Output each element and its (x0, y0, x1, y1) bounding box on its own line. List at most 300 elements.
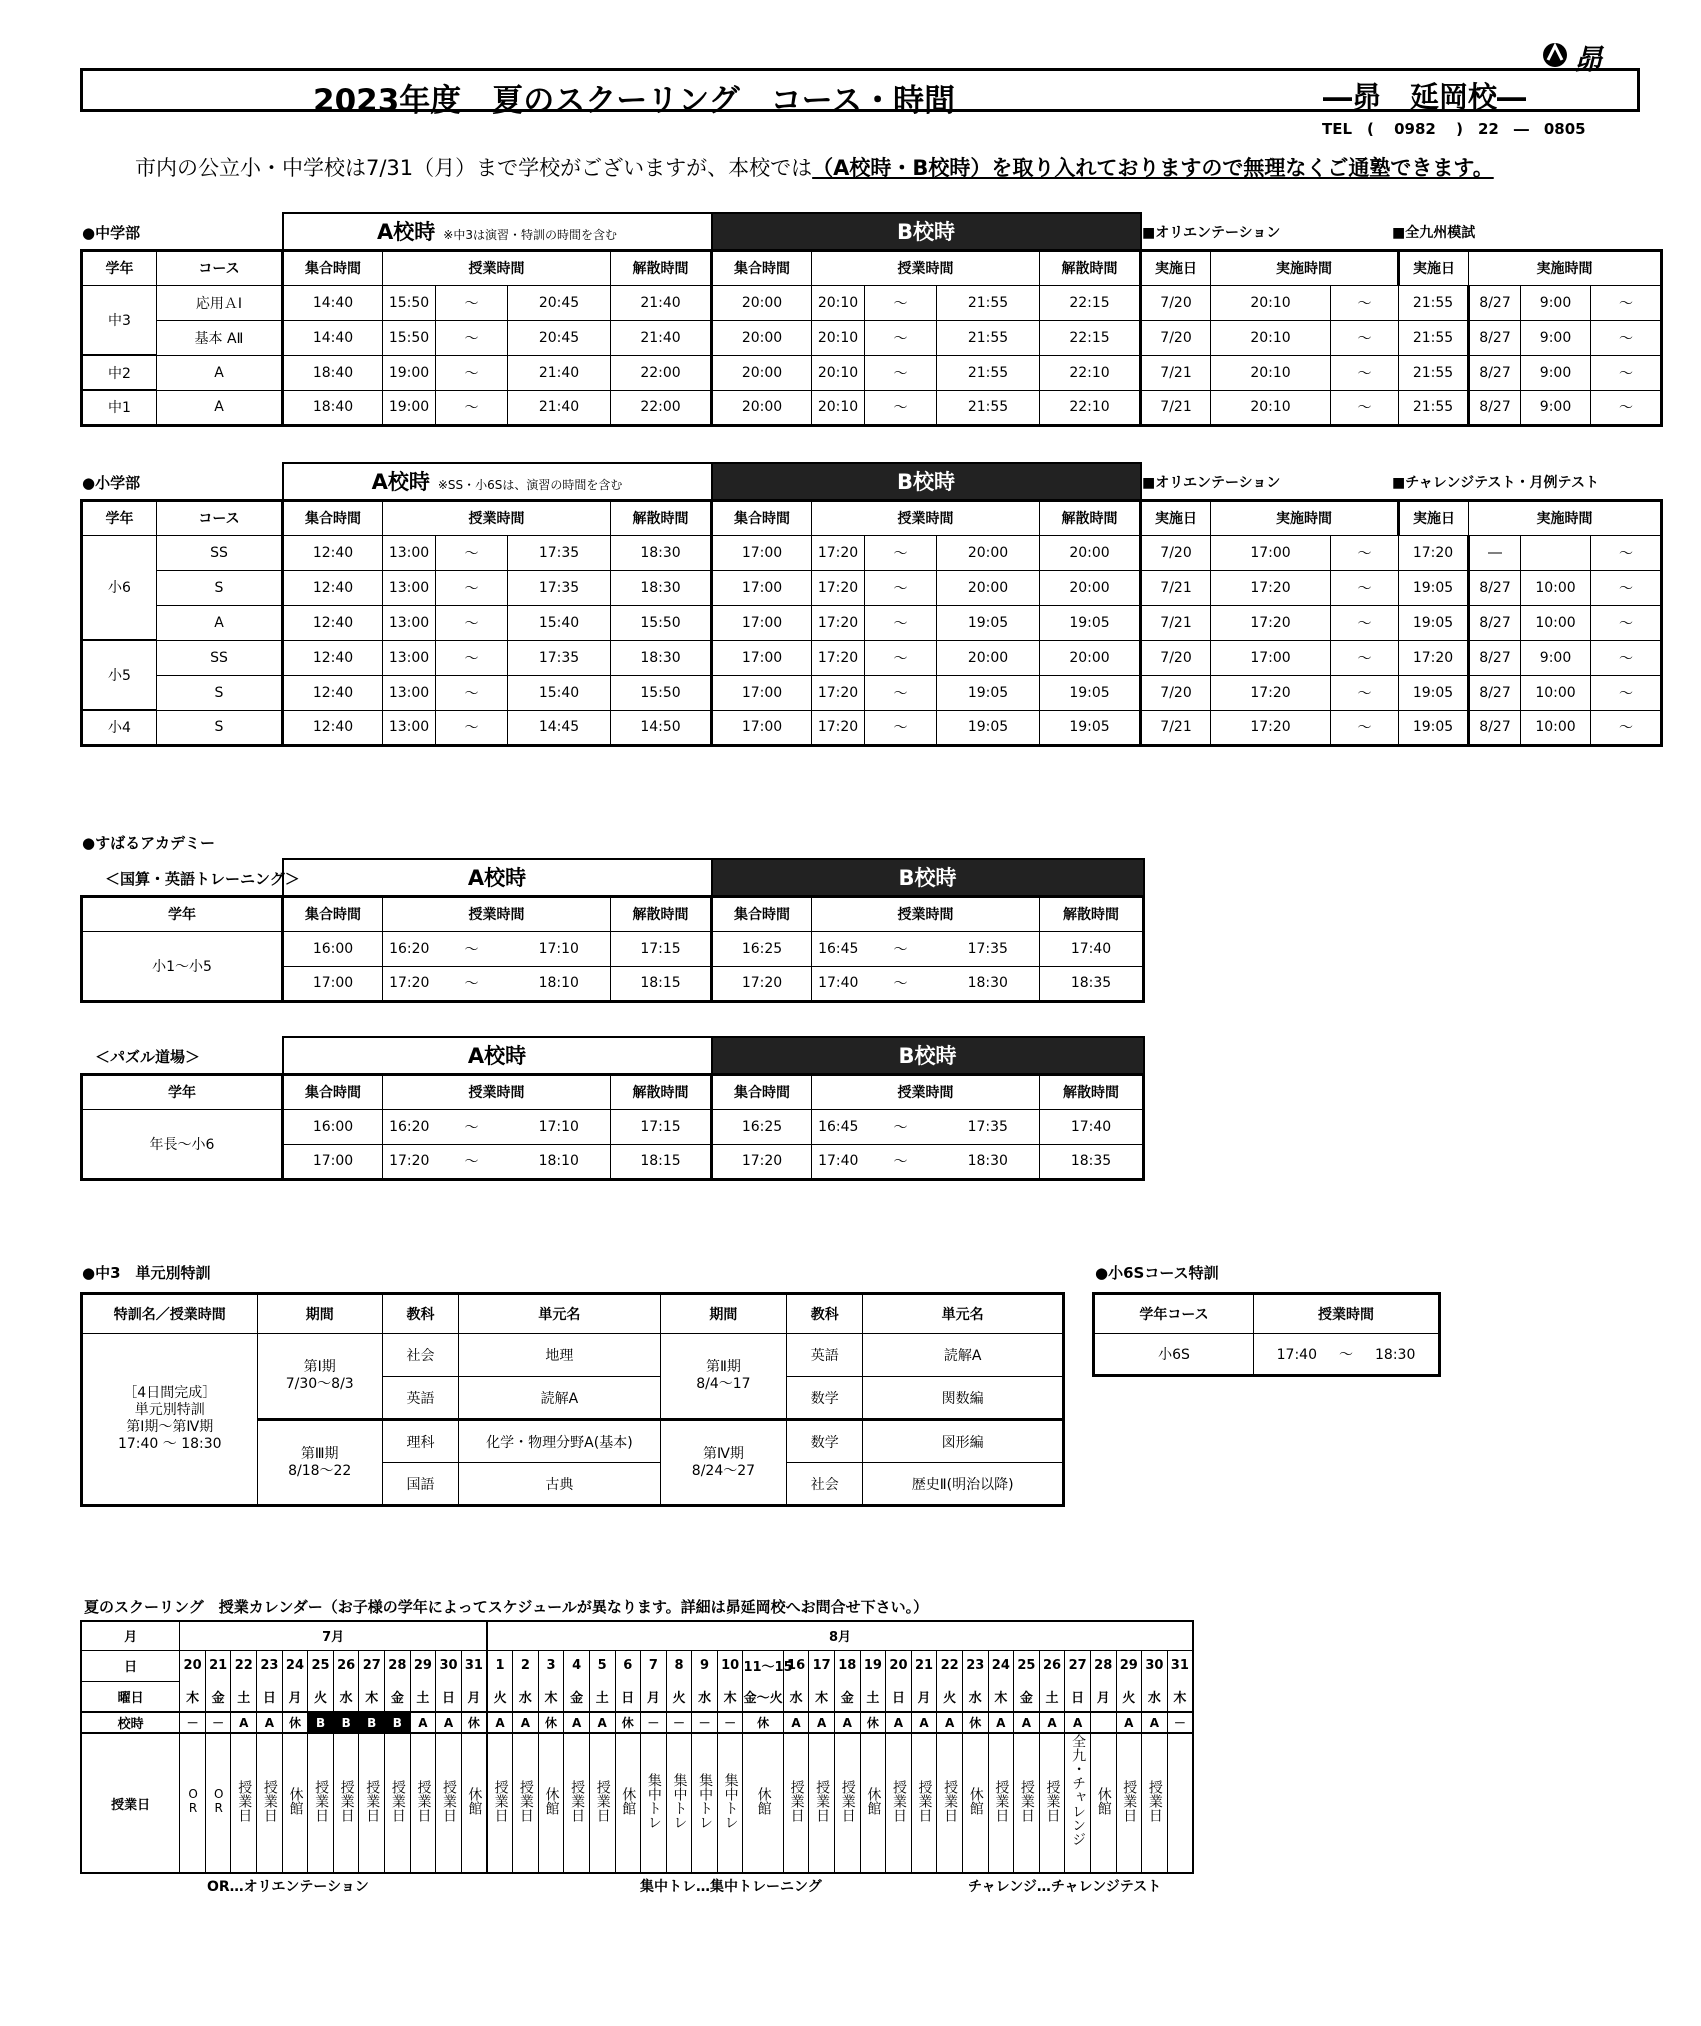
cal-day: 24 (988, 1650, 1014, 1681)
o-tilde: ～ (1331, 710, 1399, 745)
grade-cell: 小5 (82, 640, 157, 710)
notice (135, 152, 1494, 182)
cal-class-text: 休館 (967, 1787, 984, 1815)
m-date: 8/27 (1469, 320, 1521, 355)
cal-period: 休 (615, 1712, 641, 1733)
a-start: 13:00 (383, 605, 436, 640)
cal-period: 休 (461, 1712, 487, 1733)
a-meet: 12:40 (283, 675, 383, 710)
b-dismiss: 20:00 (1040, 570, 1141, 605)
course-cell: S (157, 710, 283, 745)
logo-mark-icon (1540, 40, 1570, 70)
s6-end: 18:30 (1375, 1347, 1416, 1363)
cal-day: 1 (487, 1650, 513, 1681)
o-date: 7/20 (1141, 285, 1211, 320)
cal-period: － (641, 1712, 667, 1733)
cal-class-text: 授業日 (814, 1780, 831, 1822)
cal-period (1090, 1712, 1116, 1733)
o-end: 19:05 (1399, 710, 1469, 745)
acad-a-meet: 16:00 (283, 1109, 383, 1144)
unit-r1-s1: 社会 (382, 1334, 458, 1377)
h-b-meet: 集合時間 (712, 250, 812, 285)
b-end: 19:05 (937, 605, 1040, 640)
cal-class-day (1014, 1733, 1040, 1873)
calendar-table (80, 1620, 1194, 1874)
m-date: 8/27 (1469, 640, 1521, 675)
b-meet: 20:00 (712, 355, 812, 390)
cal-class-day (333, 1733, 359, 1873)
m-start: 9:00 (1521, 355, 1591, 390)
cal-period: － (692, 1712, 718, 1733)
h-b-dismiss: 解散時間 (1040, 250, 1141, 285)
cal-class-day (809, 1733, 835, 1873)
cal-period: A (809, 1712, 835, 1733)
h-o-time: 実施時間 (1211, 250, 1399, 285)
acad-a-tilde: ～ (436, 1144, 508, 1179)
notice-text: 市内の公立小・中学校は7/31（月）まで学校がございますが、本校では (135, 156, 813, 180)
cal-day: 5 (589, 1650, 615, 1681)
cal-class-day (1039, 1733, 1065, 1873)
cal-period: A (487, 1712, 513, 1733)
a-tilde: ～ (436, 605, 508, 640)
cal-class-text: 授業日 (942, 1780, 959, 1822)
cal-class-text: 授業日 (569, 1780, 586, 1822)
m-tilde: ～ (1591, 355, 1662, 390)
unit-r3-s2: 数学 (787, 1420, 863, 1463)
cal-weekday: 日 (886, 1681, 912, 1712)
acad-b-dismiss: 18:35 (1040, 966, 1144, 1001)
cal-class-day (308, 1733, 334, 1873)
course-cell: SS (157, 640, 283, 675)
a-start: 19:00 (383, 355, 436, 390)
a-meet: 12:40 (283, 535, 383, 570)
cal-class-day (1090, 1733, 1116, 1873)
acad-b-dismiss: 17:40 (1040, 1109, 1144, 1144)
school-name: ―昴 延岡校― (1323, 80, 1527, 114)
acad-a-header: A校時 (283, 859, 712, 896)
unit-h0: 特訓名／授業時間 (82, 1294, 258, 1334)
m-tilde: ～ (1591, 285, 1662, 320)
cal-class-text: 休館 (620, 1787, 637, 1815)
a-dismiss: 15:50 (611, 605, 712, 640)
b-tilde: ～ (865, 390, 937, 425)
acad-h-a-class: 授業時間 (383, 1074, 611, 1109)
cal-class-text: 授業日 (839, 1780, 856, 1822)
a-tilde: ～ (436, 355, 508, 390)
b-tilde: ～ (865, 570, 937, 605)
cal-class-day (282, 1733, 308, 1873)
b-meet: 17:00 (712, 640, 812, 675)
a-dismiss: 21:40 (611, 285, 712, 320)
grade-cell: 中3 (82, 285, 157, 355)
cal-month-label: 月 (81, 1621, 180, 1650)
academy-t2-title: ＜パズル道場＞ (95, 1048, 201, 1066)
o-start: 17:00 (1211, 535, 1331, 570)
acad-b-meet: 16:25 (712, 931, 812, 966)
unit-left-0: ［4日間完成］ (123, 1385, 217, 1401)
unit-left-3: 17:40 ～ 18:30 (117, 1436, 222, 1452)
elem-side2: ■チャレンジテスト・月例テスト (1392, 475, 1599, 491)
b-dismiss: 19:05 (1040, 710, 1141, 745)
o-tilde: ～ (1331, 285, 1399, 320)
cal-period: B (333, 1712, 359, 1733)
o-date: 7/21 (1141, 390, 1211, 425)
acad-a-dismiss: 18:15 (611, 1144, 712, 1179)
cal-weekday: 日 (615, 1681, 641, 1712)
cal-class-text: 授業日 (1146, 1780, 1163, 1822)
cal-day: 25 (308, 1650, 334, 1681)
cal-class-text: 休館 (1095, 1787, 1112, 1815)
cal-day: 27 (1065, 1650, 1091, 1681)
acad-a-dismiss: 17:15 (611, 1109, 712, 1144)
a-start: 13:00 (383, 710, 436, 745)
a-start: 19:00 (383, 390, 436, 425)
cal-weekday: 月 (1090, 1681, 1116, 1712)
unit-p2-date: 8/4～17 (696, 1376, 751, 1392)
m-tilde: ～ (1591, 570, 1662, 605)
unit-section-title: ●中3 単元別特訓 (82, 1264, 211, 1282)
h-m-time: 実施時間 (1469, 250, 1662, 285)
logo (1540, 40, 1650, 76)
cal-class-text: 集中トレ (671, 1773, 688, 1829)
m-date: 8/27 (1469, 605, 1521, 640)
b-end: 20:00 (937, 640, 1040, 675)
m-start: 10:00 (1521, 605, 1591, 640)
cal-class-text: 授業日 (389, 1780, 406, 1822)
o-start: 17:20 (1211, 605, 1331, 640)
m-tilde: ～ (1591, 675, 1662, 710)
a-start: 15:50 (383, 285, 436, 320)
cal-class-label: 授業日 (81, 1733, 180, 1873)
o-end: 21:55 (1399, 355, 1469, 390)
eh-grade: 学年 (82, 500, 157, 535)
b-dismiss: 22:15 (1040, 320, 1141, 355)
eh-b-meet: 集合時間 (712, 500, 812, 535)
eh-m-time: 実施時間 (1469, 500, 1662, 535)
elem-side1: ■オリエンテーション (1142, 475, 1281, 491)
m-start: 10:00 (1521, 675, 1591, 710)
acad-b-end: 17:35 (937, 931, 1040, 966)
s6-section-title: ●小6Sコース特訓 (1095, 1264, 1219, 1282)
acad-b-meet: 17:20 (712, 1144, 812, 1179)
acad-b-tilde: ～ (865, 931, 937, 966)
cal-day: 11～15 (743, 1650, 783, 1681)
acad-b-meet: 17:20 (712, 966, 812, 1001)
cal-weekday: 金 (1014, 1681, 1040, 1712)
unit-r2-u2: 関数編 (863, 1377, 1064, 1420)
b-tilde: ～ (865, 710, 937, 745)
cal-day: 24 (282, 1650, 308, 1681)
cal-period: A (1039, 1712, 1065, 1733)
cal-day: 31 (461, 1650, 487, 1681)
o-date: 7/21 (1141, 355, 1211, 390)
unit-r4-s2: 社会 (787, 1463, 863, 1506)
acad-h-b-class: 授業時間 (812, 896, 1040, 931)
o-end: 21:55 (1399, 320, 1469, 355)
eh-m-date: 実施日 (1399, 500, 1469, 535)
b-start: 17:20 (812, 570, 865, 605)
unit-left-1: 単元別特訓 (134, 1402, 205, 1418)
cal-class-day (257, 1733, 283, 1873)
cal-class-day (666, 1733, 692, 1873)
grade-cell: 小6 (82, 535, 157, 640)
m-tilde: ～ (1591, 390, 1662, 425)
acad-h-b-dismiss: 解散時間 (1040, 1074, 1144, 1109)
cal-day: 10 (717, 1650, 743, 1681)
m-start: 9:00 (1521, 390, 1591, 425)
acad-h-grade: 学年 (82, 896, 283, 931)
acad-a-start: 16:20 (383, 1109, 436, 1144)
cal-period: 休 (962, 1712, 988, 1733)
cal-weekday: 土 (589, 1681, 615, 1712)
cal-weekday: 月 (282, 1681, 308, 1712)
a-meet: 12:40 (283, 570, 383, 605)
academy-section-title: ●すばるアカデミー (82, 834, 215, 852)
cal-period: － (205, 1712, 231, 1733)
b-start: 20:10 (812, 320, 865, 355)
cal-day: 4 (564, 1650, 590, 1681)
a-start: 13:00 (383, 675, 436, 710)
o-start: 17:00 (1211, 640, 1331, 675)
acad-a-dismiss: 18:15 (611, 966, 712, 1001)
acad-h-b-class: 授業時間 (812, 1074, 1040, 1109)
cal-class-day (937, 1733, 963, 1873)
acad-a-meet: 17:00 (283, 966, 383, 1001)
acad-h-a-class: 授業時間 (383, 896, 611, 931)
cal-weekday: 金 (834, 1681, 860, 1712)
academy-table-1 (80, 858, 1145, 1003)
course-cell: A (157, 605, 283, 640)
a-end: 17:35 (508, 640, 611, 675)
b-start: 20:10 (812, 355, 865, 390)
m-date: 8/27 (1469, 570, 1521, 605)
b-end: 21:55 (937, 390, 1040, 425)
cal-weekday: 水 (783, 1681, 809, 1712)
acad-a-meet: 17:00 (283, 1144, 383, 1179)
m-date: 8/27 (1469, 390, 1521, 425)
cal-wd-label: 曜日 (81, 1681, 180, 1712)
b-meet: 17:00 (712, 570, 812, 605)
cal-class-day (231, 1733, 257, 1873)
o-date: 7/20 (1141, 535, 1211, 570)
cal-weekday: 水 (692, 1681, 718, 1712)
cal-period: A (1014, 1712, 1040, 1733)
cal-day: 20 (886, 1650, 912, 1681)
cal-day: 3 (538, 1650, 564, 1681)
cal-period: A (257, 1712, 283, 1733)
cal-weekday: 水 (333, 1681, 359, 1712)
eh-b-class: 授業時間 (812, 500, 1040, 535)
cal-day: 26 (333, 1650, 359, 1681)
grade-cell: 中2 (82, 355, 157, 390)
notice-underlined: （A校時・B校時）を取り入れておりますので無理なくご通塾できます。 (812, 156, 1494, 180)
b-tilde: ～ (865, 285, 937, 320)
cal-weekday: 土 (1039, 1681, 1065, 1712)
cal-class-day (911, 1733, 937, 1873)
b-start: 17:20 (812, 640, 865, 675)
unit-h6: 単元名 (863, 1294, 1064, 1334)
h-m-date: 実施日 (1399, 250, 1469, 285)
b-dismiss: 22:10 (1040, 390, 1141, 425)
acad-h-b-dismiss: 解散時間 (1040, 896, 1144, 931)
cal-day: 2 (513, 1650, 539, 1681)
cal-period: A (231, 1712, 257, 1733)
acad-a-start: 16:20 (383, 931, 436, 966)
unit-r4-s1: 国語 (382, 1463, 458, 1506)
acad-a-tilde: ～ (436, 1109, 508, 1144)
unit-p2 (660, 1334, 786, 1420)
m-start: 10:00 (1521, 710, 1591, 745)
acad-b-start: 16:45 (812, 931, 865, 966)
cal-class-text: 授業日 (338, 1780, 355, 1822)
cal-class-day (436, 1733, 462, 1873)
unit-h4: 期間 (660, 1294, 786, 1334)
acad-h-a-dismiss: 解散時間 (611, 1074, 712, 1109)
a-end: 17:35 (508, 570, 611, 605)
b-meet: 17:00 (712, 605, 812, 640)
cal-class-day (641, 1733, 667, 1873)
acad-a-start: 17:20 (383, 966, 436, 1001)
cal-class-text: 休館 (755, 1787, 772, 1815)
elem-b-header: B校時 (712, 463, 1141, 500)
unit-p1-name: 第Ⅰ期 (303, 1359, 336, 1375)
a-end: 15:40 (508, 605, 611, 640)
a-start: 13:00 (383, 640, 436, 675)
cal-weekday: 金 (385, 1681, 411, 1712)
cal-period: B (385, 1712, 411, 1733)
cal-class-text: 授業日 (1121, 1780, 1138, 1822)
o-start: 17:20 (1211, 710, 1331, 745)
legend-or: OR…オリエンテーション (207, 1879, 369, 1895)
a-dismiss: 21:40 (611, 320, 712, 355)
cal-period: 休 (860, 1712, 886, 1733)
acad-h-a-dismiss: 解散時間 (611, 896, 712, 931)
unit-p1 (257, 1334, 382, 1420)
unit-left-2: 第Ⅰ期～第Ⅳ期 (126, 1419, 214, 1435)
unit-p4-name: 第Ⅳ期 (702, 1445, 744, 1462)
cal-weekday: 水 (962, 1681, 988, 1712)
logo-text: 昴 (1574, 43, 1603, 76)
cal-period: － (1167, 1712, 1193, 1733)
a-tilde: ～ (436, 570, 508, 605)
cal-day: 27 (359, 1650, 385, 1681)
acad-a-end: 17:10 (508, 1109, 611, 1144)
cal-weekday: 日 (257, 1681, 283, 1712)
cal-class-text: OR (211, 1787, 226, 1815)
cal-weekday: 土 (860, 1681, 886, 1712)
s6-table (1092, 1292, 1441, 1377)
a-start: 13:00 (383, 570, 436, 605)
a-dismiss: 18:30 (611, 640, 712, 675)
acad-b-tilde: ～ (865, 1144, 937, 1179)
m-start: 10:00 (1521, 570, 1591, 605)
legend-train: 集中トレ…集中トレーニング (640, 1879, 822, 1895)
a-end: 14:45 (508, 710, 611, 745)
cal-period: － (180, 1712, 206, 1733)
b-start: 20:10 (812, 285, 865, 320)
a-end: 20:45 (508, 285, 611, 320)
a-dismiss: 22:00 (611, 390, 712, 425)
cal-weekday: 火 (1116, 1681, 1142, 1712)
cal-day: 8 (666, 1650, 692, 1681)
cal-class-text: 授業日 (492, 1780, 509, 1822)
cal-period: A (436, 1712, 462, 1733)
s6-h1: 学年コース (1094, 1294, 1254, 1334)
cal-class-day (1167, 1733, 1193, 1873)
cal-class-day (860, 1733, 886, 1873)
cal-period: － (717, 1712, 743, 1733)
a-meet: 18:40 (283, 355, 383, 390)
o-end: 21:55 (1399, 390, 1469, 425)
o-start: 17:20 (1211, 570, 1331, 605)
cal-class-text: 集中トレ (697, 1773, 714, 1829)
h-course: コース (157, 250, 283, 285)
acad-b-start: 17:40 (812, 1144, 865, 1179)
legend-challenge: チャレンジ…チャレンジテスト (968, 1879, 1162, 1895)
cal-weekday: 土 (231, 1681, 257, 1712)
h-o-date: 実施日 (1141, 250, 1211, 285)
acad-b-meet: 16:25 (712, 1109, 812, 1144)
b-end: 21:55 (937, 320, 1040, 355)
s6-h2: 授業時間 (1254, 1294, 1440, 1334)
acad-a-header: A校時 (283, 1037, 712, 1074)
o-start: 17:20 (1211, 675, 1331, 710)
b-meet: 17:00 (712, 710, 812, 745)
cal-period: A (1142, 1712, 1168, 1733)
a-dismiss: 14:50 (611, 710, 712, 745)
grade-cell: 小4 (82, 710, 157, 745)
cal-weekday: 火 (666, 1681, 692, 1712)
cal-class-text: 授業日 (517, 1780, 534, 1822)
unit-r2-s2: 数学 (787, 1377, 863, 1420)
eh-course: コース (157, 500, 283, 535)
cal-day: 28 (385, 1650, 411, 1681)
m-date: ― (1469, 535, 1521, 570)
cal-day: 23 (257, 1650, 283, 1681)
cal-class-text: 集中トレ (645, 1773, 662, 1829)
o-date: 7/21 (1141, 710, 1211, 745)
m-start: 9:00 (1521, 285, 1591, 320)
unit-table (80, 1292, 1065, 1507)
acad-b-tilde: ～ (865, 1109, 937, 1144)
b-start: 17:20 (812, 675, 865, 710)
cal-day: 6 (615, 1650, 641, 1681)
acad-b-end: 18:30 (937, 966, 1040, 1001)
grade-cell: 中1 (82, 390, 157, 425)
a-start: 15:50 (383, 320, 436, 355)
a-dismiss: 18:30 (611, 535, 712, 570)
cal-period: A (783, 1712, 809, 1733)
acad-b-start: 16:45 (812, 1109, 865, 1144)
cal-period: A (886, 1712, 912, 1733)
h-grade: 学年 (82, 250, 157, 285)
acad-h-grade: 学年 (82, 1074, 283, 1109)
cal-class-day (1142, 1733, 1168, 1873)
cal-class-text: 授業日 (313, 1780, 330, 1822)
cal-period: 休 (743, 1712, 783, 1733)
s6-start: 17:40 (1276, 1347, 1317, 1363)
course-cell: S (157, 675, 283, 710)
o-start: 20:10 (1211, 355, 1331, 390)
course-cell: SS (157, 535, 283, 570)
junior-a-note: ※中3は演習・特訓の時間を含む (443, 228, 617, 243)
acad-a-tilde: ～ (436, 966, 508, 1001)
m-date: 8/27 (1469, 710, 1521, 745)
cal-day: 22 (937, 1650, 963, 1681)
unit-r3-s1: 理科 (382, 1420, 458, 1463)
cal-class-day (692, 1733, 718, 1873)
cal-class-day (513, 1733, 539, 1873)
